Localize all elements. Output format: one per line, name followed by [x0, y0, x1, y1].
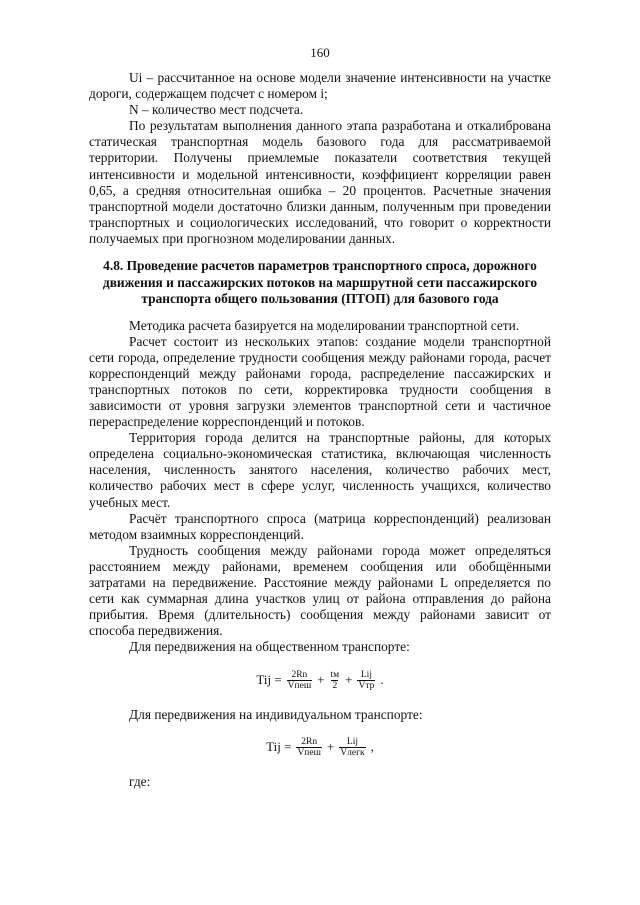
fraction-numerator: 2Rn	[291, 669, 308, 680]
paragraph-calculation-stages: Расчет состоит из нескольких этапов: создание модели транспортной сети города, определение трудности сообщения между районами города, расчет корреспонденций между районами города, распределение пассажирских и транспортных потоков по сети, корректировка трудности сообщения в зависимости от уровня загрузки элементов транспортной сети и частичное перераспределение корреспонденций и потоков.	[89, 333, 551, 430]
formula-public-transport	[89, 670, 551, 691]
paragraph-model-results: По результатам выполнения данного этапа разработана и откалибрована статическая транспортная модель базового года для рассматриваемой территории. Получены приемлемые показатели соответствия текущей интенсивности и модельной интенсивности, коэффициент корреляции равен 0,65, а средняя относительная ошибка – 20 процентов. Расчетные значения транспортной модели достаточно близки данным, полученным при проведении транспортных и социологических исследований, что говорит о корректности получаемых при прогнозном моделировании данных.	[89, 118, 551, 246]
plus-sign: +	[326, 739, 335, 755]
formula-end-punctuation: .	[380, 671, 384, 687]
section-heading: 4.8. Проведение расчетов параметров транспортного спроса, дорожного движения и пассажирских потоков на маршрутной сети пассажирского транспорта общего пользования (ПТОП) для базового года	[102, 258, 538, 307]
fraction-denominator: Vпеш	[297, 747, 321, 758]
fraction-denominator: Vпеш	[287, 680, 312, 691]
page-number: 160	[310, 45, 330, 60]
formula-end-punctuation: ,	[370, 739, 374, 755]
fraction-numerator: 2Rn	[301, 736, 318, 747]
paragraph-n-definition: N – количество мест подсчета.	[129, 102, 304, 118]
paragraph-difficulty: Трудность сообщения между районами города может определяться расстоянием между районами, временем сообщения или обобщёнными затратами на передвижение. Расстояние между районами L определяется по сети как суммарная длина участков улиц от района отправления до района прибытия. Время (длительность) сообщения между районами зависит от способа передвижения.	[89, 542, 551, 639]
plus-sign: +	[345, 671, 353, 687]
formula-fraction	[287, 670, 312, 691]
paragraph-demand: Расчёт транспортного спроса (матрица корреспонденций) реализован методом взаимных корреспонденций.	[89, 510, 551, 542]
paragraph-methodology: Методика расчета базируется на моделировании транспортной сети.	[129, 317, 520, 333]
individual-transport-label: Для передвижения на индивидуальном транспорте:	[129, 706, 423, 722]
formula-fraction	[357, 670, 375, 691]
formula-lhs: Tij =	[256, 671, 282, 687]
fraction-numerator: Lij	[360, 669, 372, 680]
fraction-denominator: Vлегк	[340, 747, 365, 758]
formula-fraction	[296, 737, 321, 758]
paragraph-ui-definition: Ui – рассчитанное на основе модели значение интенсивности на участке дороги, содержащем подсчет с номером i;	[89, 70, 551, 102]
fraction-denominator: 2	[332, 680, 338, 691]
where-label: где:	[129, 773, 151, 789]
plus-sign: +	[317, 671, 325, 687]
fraction-denominator: Vтр	[358, 680, 375, 691]
formula-fraction	[339, 737, 365, 758]
fraction-numerator: Lij	[346, 736, 358, 747]
formula-lhs: Tij =	[266, 739, 292, 755]
page-body	[89, 70, 551, 790]
formula-individual-transport	[89, 737, 551, 758]
public-transport-label: Для передвижения на общественном транспорте:	[129, 639, 410, 655]
paragraph-territory: Территория города делится на транспортные районы, для которых определена социально-экономическая статистика, включающая численность населения, численность занятого населения, количество рабочих мест, количество рабочих мест в сфере услуг, численность учащихся, количество учебных мест.	[89, 430, 551, 510]
fraction-numerator: tм	[330, 669, 340, 680]
formula-fraction	[329, 670, 340, 691]
